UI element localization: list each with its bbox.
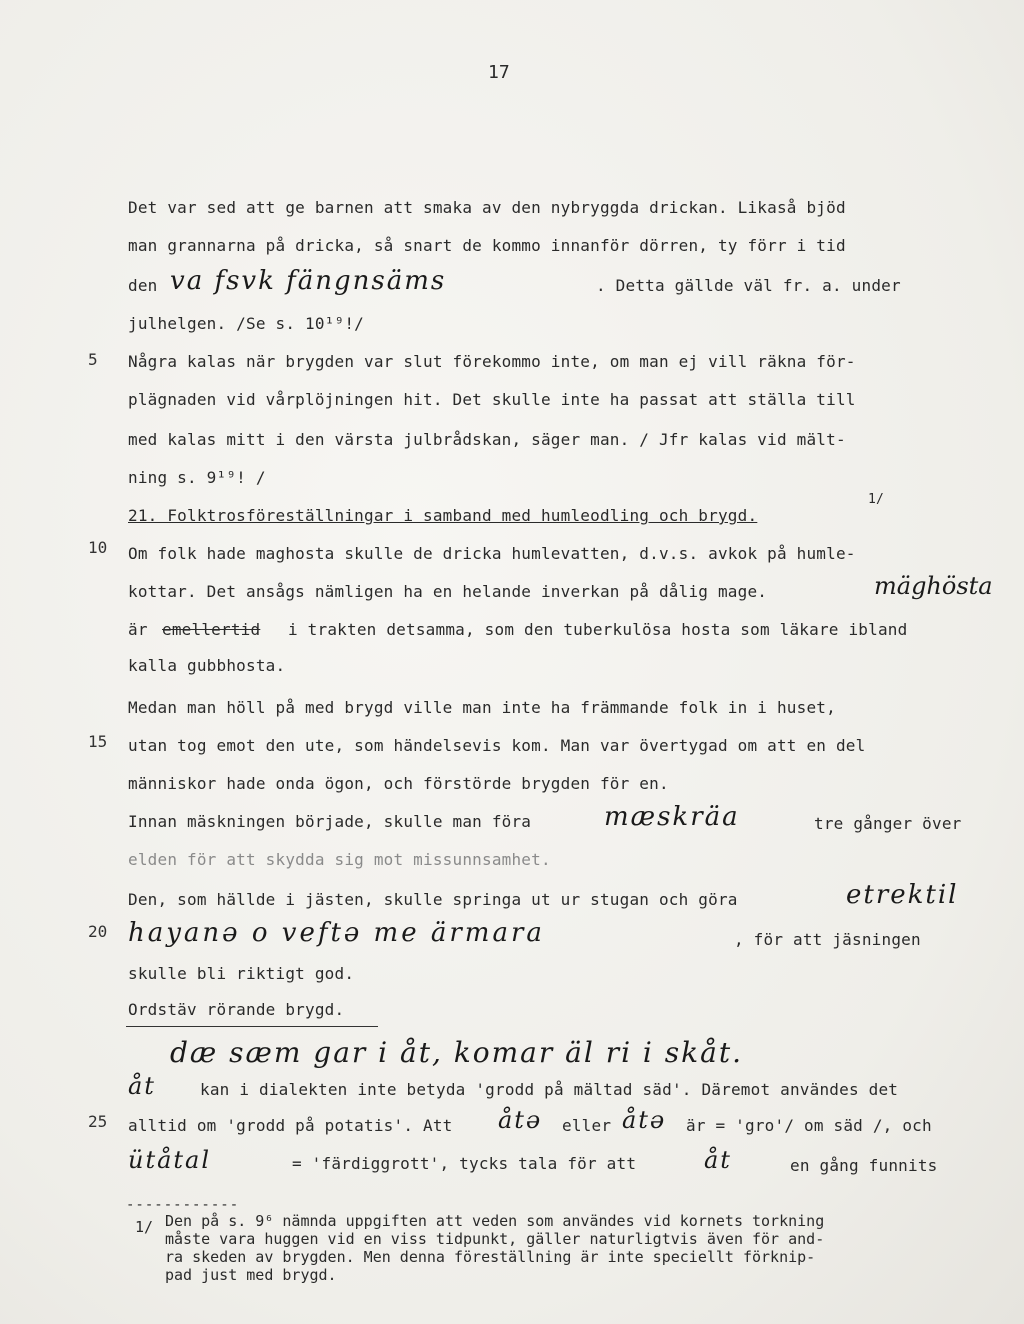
margin-number-15: 15 xyxy=(88,732,108,751)
margin-number-25: 25 xyxy=(88,1112,108,1131)
text-line-18: elden för att skydda sig mot missunnsamhet. xyxy=(128,850,551,869)
handwritten-maskraa: mæskräa xyxy=(604,802,740,832)
text-line-4: julhelgen. /Se s. 10¹⁹!/ xyxy=(128,314,364,333)
handwritten-maghosta: mäghösta xyxy=(874,572,993,600)
subheading-underline xyxy=(126,1026,378,1027)
section-heading-21: 21. Folktrosföreställningar i samband med humleodling och brygd. xyxy=(128,506,758,525)
handwritten-at: åt xyxy=(128,1072,156,1100)
text-line-14: Medan man höll på med brygd ville man inte ha främmande folk in i huset, xyxy=(128,698,836,717)
text-line-25b: eller xyxy=(562,1116,612,1135)
text-line-13: kalla gubbhosta. xyxy=(128,656,286,675)
text-line-1: Det var sed att ge barnen att smaka av den nybryggda drickan. Likaså bjöd xyxy=(128,198,846,217)
text-line-17b: tre gånger över xyxy=(814,814,962,833)
handwritten-at-2: åt xyxy=(704,1146,732,1174)
subheading-ordstav: Ordstäv rörande brygd. xyxy=(128,1000,345,1019)
text-line-2: man grannarna på dricka, så snart de kommo innanför dörren, ty förr i tid xyxy=(128,236,846,255)
text-line-7: med kalas mitt i den värsta julbrådskan, säger man. / Jfr kalas vid mält- xyxy=(128,430,846,449)
handwritten-etrekt: etrektil xyxy=(846,880,959,910)
text-line-25c: är = 'gro'/ om säd /, och xyxy=(686,1116,932,1135)
text-line-6: plägnaden vid vårplöjningen hit. Det skulle inte ha passat att ställa till xyxy=(128,390,856,409)
text-line-15: utan tog emot den ute, som händelsevis kom. Man var övertygad om att en del xyxy=(128,736,866,755)
text-line-12a: är xyxy=(128,620,148,639)
margin-number-10: 10 xyxy=(88,538,108,557)
text-line-17a: Innan mäskningen började, skulle man föra xyxy=(128,812,532,831)
footnote-separator: ------------ xyxy=(126,1197,240,1213)
text-line-11: kottar. Det ansågs nämligen ha en helande inverkan på dålig mage. xyxy=(128,582,768,601)
margin-number-20: 20 xyxy=(88,922,108,941)
handwritten-utatal: ütåtal xyxy=(128,1146,212,1174)
text-line-3a: den xyxy=(128,276,158,295)
footnote-line: Den på s. 9⁶ nämnda uppgiften att veden som användes vid kornets torkning xyxy=(165,1212,825,1230)
handwritten-proverb: dæ sæm gar i åt, komar äl ri i skåt. xyxy=(170,1036,743,1069)
text-line-10: Om folk hade maghosta skulle de dricka humlevatten, d.v.s. avkok på humle- xyxy=(128,544,856,563)
text-line-25a: alltid om 'grodd på potatis'. Att xyxy=(128,1116,453,1135)
margin-number-5: 5 xyxy=(88,350,98,369)
handwritten-ata: åtə xyxy=(498,1106,543,1134)
text-line-8: ning s. 9¹⁹! / xyxy=(128,468,266,487)
page-number: 17 xyxy=(488,62,510,83)
text-line-3b: . Detta gällde väl fr. a. under xyxy=(596,276,901,295)
footnote-line: ra skeden av brygden. Men denna föreställning är inte speciellt förknip- xyxy=(165,1248,816,1266)
text-line-26c: en gång funnits xyxy=(790,1156,938,1175)
text-line-19a: Den, som hällde i jästen, skulle springa ut ur stugan och göra xyxy=(128,890,738,909)
struck-word: emellertid xyxy=(162,620,261,639)
text-line-20b: , för att jäsningen xyxy=(734,930,921,949)
text-line-26b: = 'färdiggrott', tycks tala för att xyxy=(292,1154,637,1173)
footnote-mark: 1/ xyxy=(135,1218,154,1236)
footnote-line: pad just med brygd. xyxy=(165,1266,337,1284)
text-line-21: skulle bli riktigt god. xyxy=(128,964,355,983)
handwritten-ata-2: åtə xyxy=(622,1106,667,1134)
footnote-line: måste vara huggen vid en viss tidpunkt, gäller naturligtvis även för and- xyxy=(165,1230,825,1248)
handwritten-line-20: hayanə o veftə me ärmara xyxy=(128,918,545,948)
text-line-12b: i trakten detsamma, som den tuberkulösa hosta som läkare ibland xyxy=(288,620,908,639)
handwritten-phrase-den: va fsvk fängnsäms xyxy=(170,266,447,296)
footnote-ref-heading: 1/ xyxy=(868,492,885,507)
text-line-24b: kan i dialekten inte betyda 'grodd på mältad säd'. Däremot användes det xyxy=(200,1080,899,1099)
text-line-5: Några kalas när brygden var slut förekommo inte, om man ej vill räkna för- xyxy=(128,352,856,371)
text-line-16: människor hade onda ögon, och förstörde brygden för en. xyxy=(128,774,669,793)
